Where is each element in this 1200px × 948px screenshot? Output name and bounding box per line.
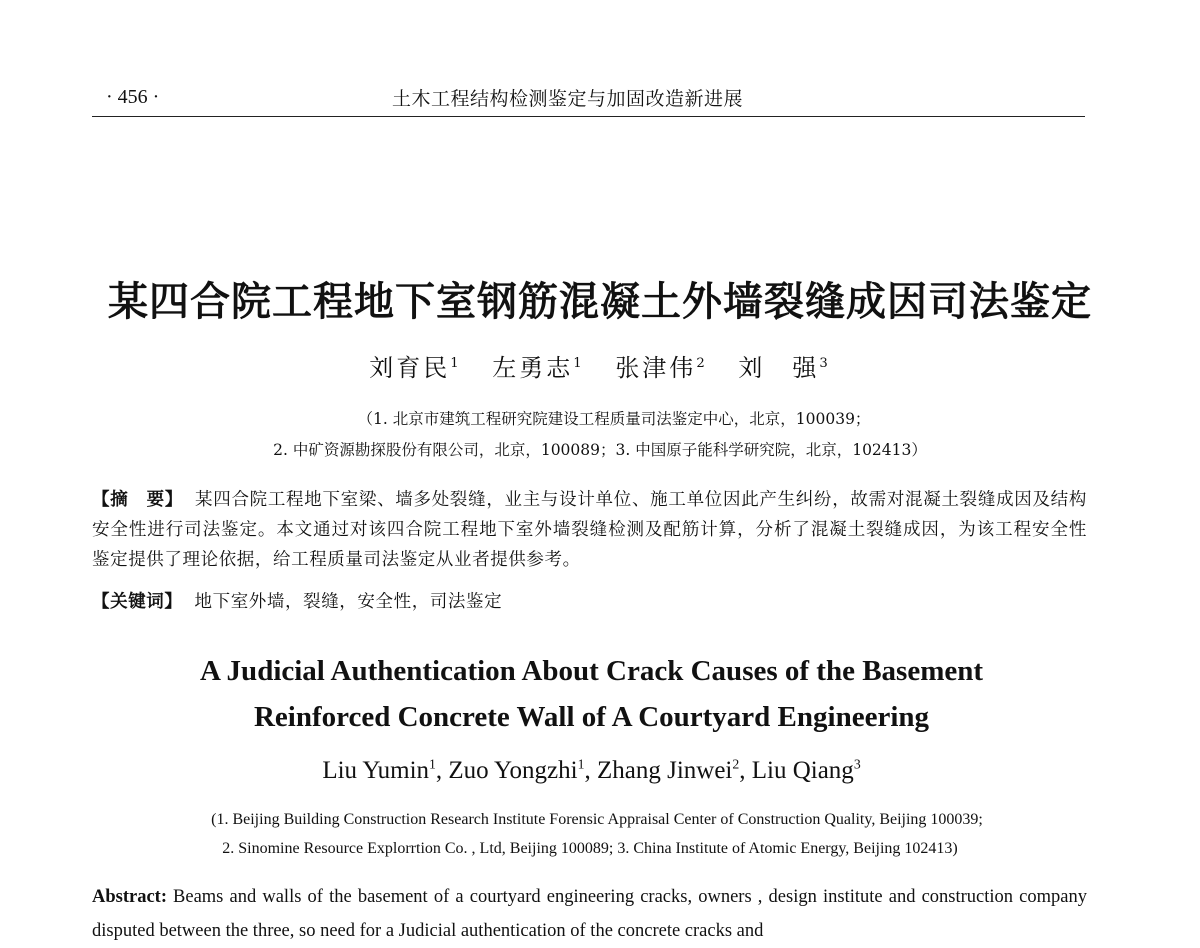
author-en: Zuo Yongzhi$^1$, xyxy=(448,756,597,784)
english-affiliation-line: (1. Beijing Building Construction Research Institute Forensic Appraisal Center of Construction Quality, Beijing 100039; xyxy=(211,811,983,828)
chinese-authors xyxy=(0,348,1200,383)
author-cn: 刘育民$^1$ xyxy=(369,354,462,382)
english-affiliation-line: 2. Sinomine Resource Explorrtion Co. , Ltd, Beijing 100089; 3. China Institute of Atomic Energy, Beijing 102413) xyxy=(222,840,958,857)
chinese-title: 某四合院工程地下室钢筋混凝土外墙裂缝成因司法鉴定 xyxy=(108,278,1092,325)
chinese-affiliation-line: 2. 中矿资源勘探股份有限公司，北京，100089；3. 中国原子能科学研究院，北京，102413） xyxy=(273,441,927,459)
page-number: · 456 · xyxy=(106,86,160,108)
abstract-label-en: Abstract: xyxy=(92,887,168,907)
author-cn: 张津伟$^2$ xyxy=(615,354,708,382)
chinese-abstract xyxy=(92,485,1087,575)
english-title xyxy=(0,648,1183,740)
english-abstract xyxy=(92,880,1087,948)
chinese-affiliation-line: （1. 北京市建筑工程研究院建设工程质量司法鉴定中心，北京，100039； xyxy=(357,410,871,428)
author-en: Liu Qiang$^3$ xyxy=(751,756,861,784)
chinese-keywords xyxy=(92,587,1087,617)
english-title-line: Reinforced Concrete Wall of A Courtyard Engineering xyxy=(253,701,929,733)
abstract-text-cn: 某四合院工程地下室梁、墙多处裂缝，业主与设计单位、施工单位因此产生纠纷，故需对混凝土裂缝成因及结构安全性进行司法鉴定。本文通过对该四合院工程地下室外墙裂缝检测及配筋计算，分析了混凝土裂缝成因，为该工程安全性鉴定提供了理论依据，给工程质量司法鉴定从业者提供参考。 xyxy=(92,490,1087,570)
author-cn: 左勇志$^1$ xyxy=(492,354,585,382)
running-header xyxy=(92,84,1085,114)
author-en: Zhang Jinwei$^2$, xyxy=(596,756,752,784)
english-title-line: A Judicial Authentication About Crack Causes of the Basement xyxy=(199,655,984,687)
author-en: Liu Yumin$^1$, xyxy=(322,756,449,784)
header-rule xyxy=(92,116,1085,117)
abstract-label-cn: 【摘 要】 xyxy=(92,490,184,510)
running-title: 土木工程结构检测鉴定与加固改造新进展 xyxy=(392,88,744,110)
abstract-text-en: Beams and walls of the basement of a courtyard engineering cracks, owners , design institute and construction company disputed between the three, so need for a Judicial authentication of the concrete cracks and xyxy=(92,887,1087,941)
keywords-text-cn: 地下室外墙，裂缝，安全性，司法鉴定 xyxy=(194,592,503,612)
author-cn: 刘 强$^3$ xyxy=(738,354,831,382)
english-authors xyxy=(0,757,1183,785)
keywords-label-cn: 【关键词】 xyxy=(92,592,183,612)
